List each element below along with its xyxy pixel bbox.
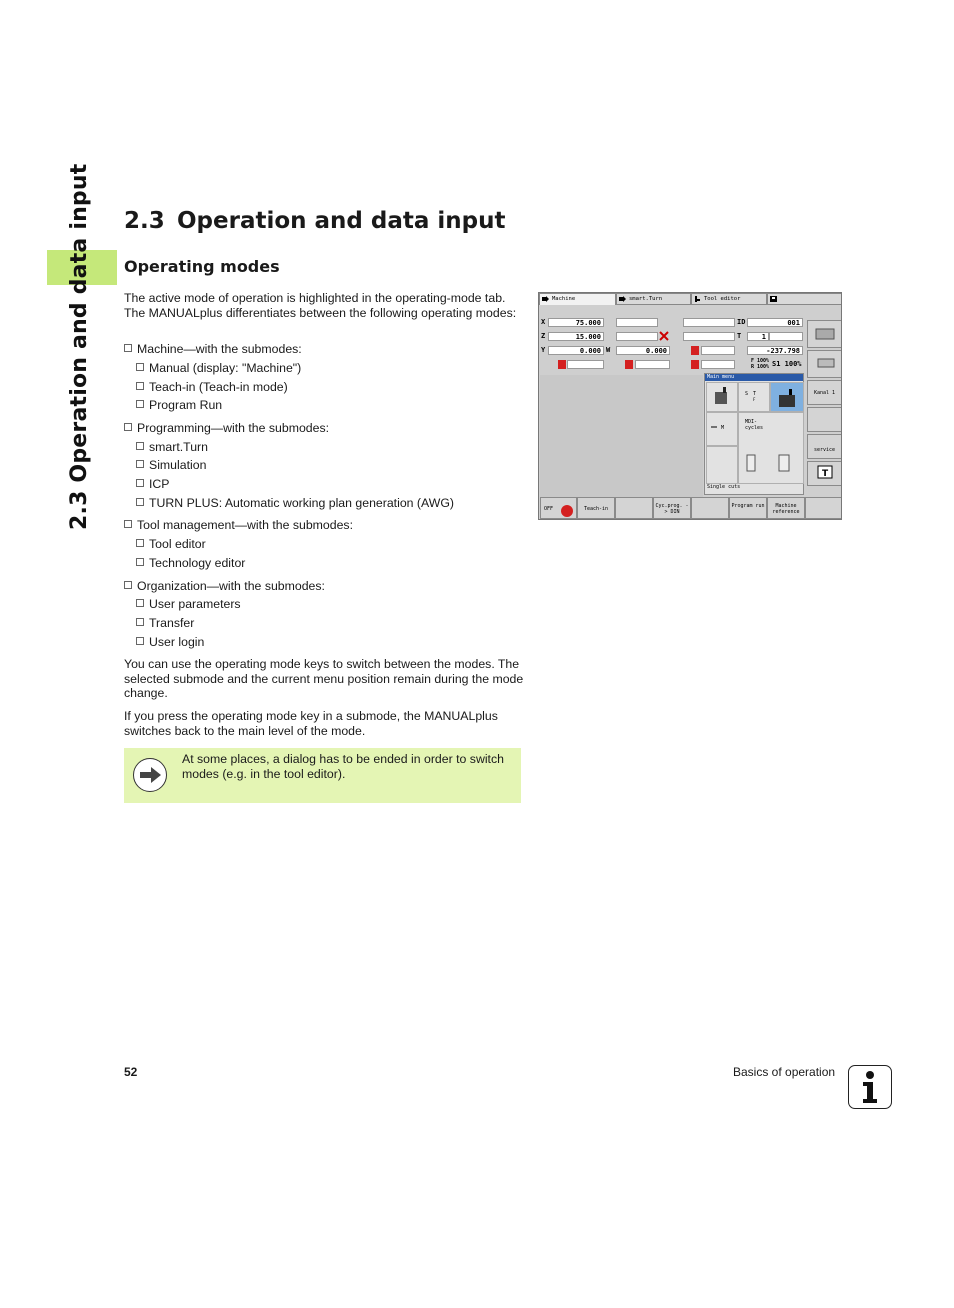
svg-text:T: T — [753, 391, 757, 397]
softkey-teach-in[interactable]: Teach-in — [577, 497, 615, 519]
submode-item: Tool editor — [136, 537, 206, 551]
svg-text:S: S — [745, 391, 749, 397]
menu-cell-mdi[interactable]: MDI- cycles — [738, 412, 804, 484]
tool-offsets — [769, 332, 803, 341]
w-value: 0.000 — [616, 346, 670, 355]
section-heading — [124, 208, 506, 234]
dist-z-field — [616, 332, 658, 341]
softkey-empty-2[interactable] — [691, 497, 729, 519]
field-1 — [683, 318, 735, 327]
w-axis-label: W — [606, 346, 611, 354]
bullet-icon — [124, 520, 132, 528]
bullet-icon — [136, 539, 144, 547]
tab-organization[interactable] — [767, 293, 842, 305]
tool-t-icon — [810, 462, 840, 482]
softkey-channel[interactable]: Kanal 1 — [807, 380, 842, 405]
single-cuts-label: Single cuts — [707, 484, 741, 490]
submode-item: Manual (display: "Machine") — [136, 361, 301, 375]
menu-cell-selected[interactable] — [770, 382, 804, 412]
arrow-icon — [619, 296, 626, 302]
feed-display-2 — [701, 346, 735, 355]
softkey-tool-table[interactable] — [807, 461, 842, 486]
spindle-3-indicator — [691, 360, 699, 369]
section-number: 2.3 — [124, 208, 165, 234]
softkey-empty-3[interactable] — [805, 497, 842, 519]
softkey-service[interactable]: service — [807, 434, 842, 459]
chapter-title: Basics of operation — [733, 1065, 836, 1079]
page-number: 52 — [124, 1065, 138, 1079]
submode-item: Simulation — [136, 458, 206, 472]
bullet-icon — [136, 599, 144, 607]
spindle-2-indicator — [691, 346, 699, 355]
main-menu-panel — [704, 373, 804, 495]
id-label: ID — [737, 318, 746, 326]
chuck-icon — [810, 321, 840, 345]
dist-x-field — [616, 318, 658, 327]
spindle-status-indicator — [625, 360, 633, 369]
machine-icon — [542, 296, 549, 302]
disk-icon — [770, 296, 777, 302]
softkey-program-run[interactable]: Program run — [729, 497, 767, 519]
bullet-icon — [124, 423, 132, 431]
bullet-icon — [136, 460, 144, 468]
info-icon — [848, 1065, 892, 1109]
axis-off-icon — [659, 331, 669, 341]
submode-item: User login — [136, 635, 204, 649]
arrow-right-icon — [133, 758, 167, 792]
menu-cell-manual[interactable] — [706, 382, 738, 412]
menu-cell-m-function[interactable] — [706, 412, 738, 446]
bullet-icon — [136, 637, 144, 645]
tab-tool-editor[interactable]: Tool editor — [691, 293, 767, 305]
override-feed: F 100% R 100% — [751, 358, 770, 370]
id-value: 001 — [747, 318, 803, 327]
side-softkey-1[interactable] — [807, 320, 842, 348]
intro-paragraph: The active mode of operation is highlighted in the operating-mode tab. The MANUALplus differentiates between the following operating modes: — [124, 291, 517, 320]
subsection-heading: Operating modes — [124, 257, 280, 276]
x-axis-label: X — [541, 318, 546, 326]
bullet-icon — [136, 479, 144, 487]
paragraph-mode-keys: You can use the operating mode keys to switch between the modes. The selected submode and the current menu position remain during the mode change. — [124, 657, 524, 700]
feed-display — [567, 360, 604, 369]
tab-smart-turn[interactable]: smart.Turn — [616, 293, 691, 305]
svg-text:M: M — [721, 425, 725, 431]
softkey-empty-1[interactable] — [615, 497, 653, 519]
bullet-icon — [136, 442, 144, 450]
field-2 — [683, 332, 735, 341]
override-spindle: S1 100% — [772, 360, 802, 368]
side-softkey-4[interactable] — [807, 407, 842, 432]
feed-display-3 — [701, 360, 735, 369]
softkey-machine-reference[interactable]: Machine reference — [767, 497, 805, 519]
workpiece-icon — [771, 383, 803, 411]
bullet-icon — [136, 618, 144, 626]
bullet-icon — [136, 363, 144, 371]
bullet-icon — [136, 558, 144, 566]
submode-item: Transfer — [136, 616, 194, 630]
section-title: Operation and data input — [177, 208, 506, 234]
t-label: T — [737, 332, 742, 340]
submode-item: ICP — [136, 477, 170, 491]
bullet-icon — [136, 498, 144, 506]
submode-item: User parameters — [136, 597, 241, 611]
softkey-cyc-prog[interactable]: Cyc.prog. -> DIN — [653, 497, 691, 519]
m-function-icon — [707, 413, 737, 445]
c-value: -237.798 — [747, 346, 803, 355]
mode-item: Machine—with the submodes: — [124, 342, 302, 356]
graphics-area — [540, 375, 703, 497]
submode-item: TURN PLUS: Automatic working plan generation (AWG) — [136, 496, 454, 510]
z-axis-label: Z — [541, 332, 546, 340]
menu-cell-empty — [706, 446, 738, 484]
softkey-off[interactable]: OFF — [540, 497, 577, 519]
submode-item: Technology editor — [136, 556, 245, 570]
side-tab-label: 2.3 Operation and data input — [67, 163, 92, 530]
bullet-icon — [136, 400, 144, 408]
mode-item: Tool management—with the submodes: — [124, 518, 353, 532]
menu-cell-spindle[interactable] — [738, 382, 770, 412]
svg-text:T: T — [821, 469, 828, 479]
spindle-icon — [739, 383, 769, 411]
submode-item: Program Run — [136, 398, 222, 412]
y-axis-label: Y — [541, 346, 546, 354]
tab-machine[interactable]: Machine — [539, 293, 616, 305]
side-softkey-2[interactable] — [807, 350, 842, 378]
spindle-display — [635, 360, 670, 369]
y-value: 0.000 — [548, 346, 604, 355]
bullet-icon — [136, 382, 144, 390]
menu-title: Main menu — [705, 374, 803, 381]
tailstock-icon — [810, 351, 840, 375]
note-text: At some places, a dialog has to be ended in order to switch modes (e.g. in the tool editor). — [182, 752, 504, 781]
svg-text:F: F — [753, 397, 756, 402]
tool-icon — [694, 296, 701, 302]
mode-item: Programming—with the submodes: — [124, 421, 329, 435]
z-value: 15.000 — [548, 332, 604, 341]
tool-status-indicator — [558, 360, 566, 369]
submode-item: Teach-in (Teach-in mode) — [136, 380, 288, 394]
mode-item: Organization—with the submodes: — [124, 579, 325, 593]
bullet-icon — [124, 344, 132, 352]
bullet-icon — [124, 581, 132, 589]
control-screenshot — [538, 292, 842, 520]
t-value: 1 — [747, 332, 769, 341]
turning-tool-icon — [707, 383, 737, 411]
submode-item: smart.Turn — [136, 440, 208, 454]
paragraph-submode: If you press the operating mode key in a submode, the MANUALplus switches back to the main level of the mode. — [124, 709, 498, 738]
x-value: 75.000 — [548, 318, 604, 327]
